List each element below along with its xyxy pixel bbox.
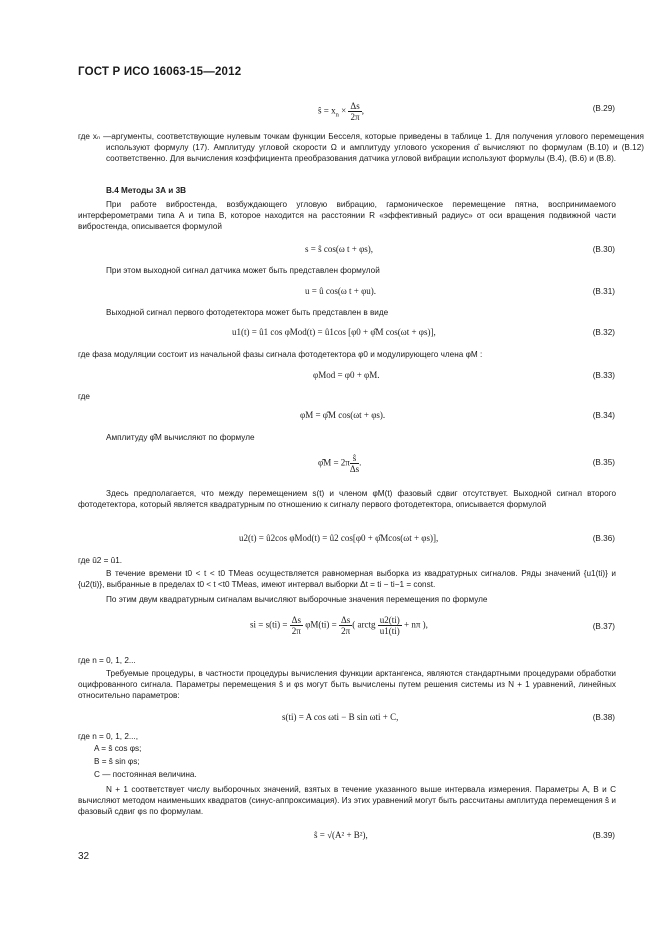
equation-number-b33: (B.33)	[592, 371, 615, 380]
definition-b: B = ŝ sin φs;	[94, 757, 140, 766]
paragraph-where-1: где	[78, 392, 90, 401]
section-heading-b4: B.4 Методы 3А и 3В	[106, 186, 187, 195]
paragraph-vibration-exciter: При работе вибростенда, возбуждающего угловую вибрацию, гармоническое перемещение пятна, воспринимаемого интерферометрами типа А и типа В, которое находится на расстоянии R «эффективный радиус» от оси вращения подвижной части вибростенда, описывается формулой	[78, 200, 616, 232]
formula-b37-num-2: Δs	[340, 615, 351, 625]
equation-number-b29: (B.29)	[592, 104, 615, 113]
formula-b29-fraction	[348, 101, 361, 122]
formula-b37-arctg: ( arctg	[352, 619, 378, 630]
formula-b38: s(ti) = A cos ωti − B sin ωti + C,	[282, 712, 399, 722]
formula-b36: u2(t) = û2cos φMod(t) = û2 cos[φ0 + φ̂Mcos(ωt + φs)],	[239, 533, 439, 543]
equation-number-b35: (B.35)	[592, 458, 615, 467]
formula-b37-lhs: si = s(ti) =	[250, 619, 290, 630]
formula-b29-sub: n	[335, 111, 339, 119]
formula-b37-tail: + nπ ),	[401, 619, 428, 630]
paragraph-second-photodetector: Здесь предполагается, что между перемещением s(t) и членом φM(t) фазовый сдвиг отсутствует. Выходной сигнал второго фотодетектора, который является квадратурным по отношению к сигналу первого фотодетектора, описывается формулой	[78, 489, 616, 510]
paragraph-sensor-output: При этом выходной сигнал датчика может быть представлен формулой	[106, 266, 380, 275]
formula-b37-mid: φM(ti) =	[302, 619, 339, 630]
paragraph-where-n-1: где n = 0, 1, 2...	[78, 656, 136, 665]
formula-b29-mid: ×	[338, 105, 349, 116]
formula-b39: ŝ = √(A² + B²),	[314, 830, 368, 840]
formula-b35-denominator: Δs	[349, 464, 360, 474]
paragraph-least-squares: N + 1 соответствует числу выборочных значений, взятых в течение указанного выше интервала измерения. Параметры A, B и C вычисляют методом наименьших квадратов (синус-аппроксимация). Из этих уравнений могут быть рассчитаны амплитуда перемещения ŝ и фазовый сдвиг φs по формулам.	[78, 785, 616, 817]
formula-b35-numerator: ŝ	[350, 453, 359, 464]
paragraph-sampling: В течение времени t0 < t < t0 TMeas осуществляется равномерная выборка из квадратурных сигналов. Ряды значений {u1(ti)} и {u2(ti)}, выбранные в пределах t0 < t <t0 TMeas, имеют интервал выборки Δt = ti − ti−1 = const.	[78, 569, 616, 590]
formula-b37-fraction-3	[378, 615, 402, 636]
paragraph-where-n-2: где n = 0, 1, 2...,	[78, 732, 138, 741]
definition-a: A = ŝ cos φs;	[94, 744, 142, 753]
formula-b29-lhs: ŝ = x	[318, 105, 336, 116]
formula-b29-denominator: 2π	[350, 112, 360, 122]
equation-number-b39: (B.39)	[592, 831, 615, 840]
formula-b29-numerator: Δs	[350, 101, 360, 111]
formula-b30: s = ŝ cos(ω t + φs),	[305, 244, 374, 254]
formula-b37-den-1: 2π	[291, 626, 301, 636]
formula-b37	[250, 615, 428, 636]
equation-number-b34: (B.34)	[592, 411, 615, 420]
formula-b34: φM = φ̂M cos(ωt + φs).	[300, 410, 386, 420]
formula-b37-fraction-1	[290, 615, 303, 636]
formula-b37-den-2: 2π	[341, 626, 351, 636]
paragraph-modulation-phase: где фаза модуляции состоит из начальной фазы сигнала фотодетектора φ0 и модулирующего члена φM :	[78, 350, 483, 359]
formula-b37-fraction-2	[339, 615, 352, 636]
formula-b37-den-3: u1(ti)	[379, 626, 400, 636]
equation-number-b38: (B.38)	[592, 713, 615, 722]
equation-number-b37: (B.37)	[592, 622, 615, 631]
formula-b35-tail: .	[359, 457, 362, 468]
paragraph-bessel-arguments: где xₙ —аргументы, соответствующие нулевым точкам функции Бесселя, которые приведены в таблице 1. Для получения углового перемещения используют формулу (17). Амплитуду угловой скорости Ω и амплитуду углового ускорения α̂ вычисляют по формулам (B.10) и (B.12) соответственно. Для вычисления коэффициента преобразования датчика угловой вибрации используют формулы (B.4), (B.6) и (B.8).	[78, 132, 644, 164]
formula-b35	[318, 453, 361, 474]
equation-number-b30: (B.30)	[592, 245, 615, 254]
formula-b31: u = û cos(ω t + φu).	[305, 286, 377, 296]
paragraph-photodetector-1: Выходной сигнал первого фотодетектора может быть представлен в виде	[106, 308, 389, 317]
formula-b37-num-1: Δs	[291, 615, 301, 625]
paragraph-where-u2: где û2 = û1.	[78, 556, 123, 565]
equation-number-b31: (B.31)	[592, 287, 615, 296]
document-header: ГОСТ Р ИСО 16063-15—2012	[78, 66, 242, 78]
paragraph-quadrature: По этим двум квадратурным сигналам вычисляют выборочные значения перемещения по формуле	[106, 595, 488, 604]
equation-number-b36: (B.36)	[592, 534, 615, 543]
formula-b29-tail: ,	[361, 105, 364, 116]
formula-b37-num-3: u2(ti)	[379, 615, 400, 625]
formula-b33: φMod = φ0 + φM.	[313, 370, 380, 380]
formula-b32: u1(t) = û1 cos φMod(t) = û1cos [φ0 + φ̂M cos(ωt + φs)],	[232, 327, 436, 337]
formula-b35-lhs: φ̂M = 2π	[318, 457, 350, 468]
paragraph-amplitude: Амплитуду φ̂M вычисляют по формуле	[106, 433, 255, 442]
formula-b35-fraction	[349, 453, 362, 474]
definition-c: C — постоянная величина.	[94, 770, 197, 779]
equation-number-b32: (B.32)	[592, 328, 615, 337]
formula-b29	[318, 101, 364, 122]
paragraph-procedures: Требуемые процедуры, в частности процедуры вычисления функции арктангенса, являются стандартными процедурами обработки оцифрованного сигнала. Параметры перемещения ŝ и φs могут быть вычислены путем решения системы из N + 1 уравнений, линейных относительно параметров:	[78, 669, 616, 701]
page-number: 32	[78, 851, 90, 862]
